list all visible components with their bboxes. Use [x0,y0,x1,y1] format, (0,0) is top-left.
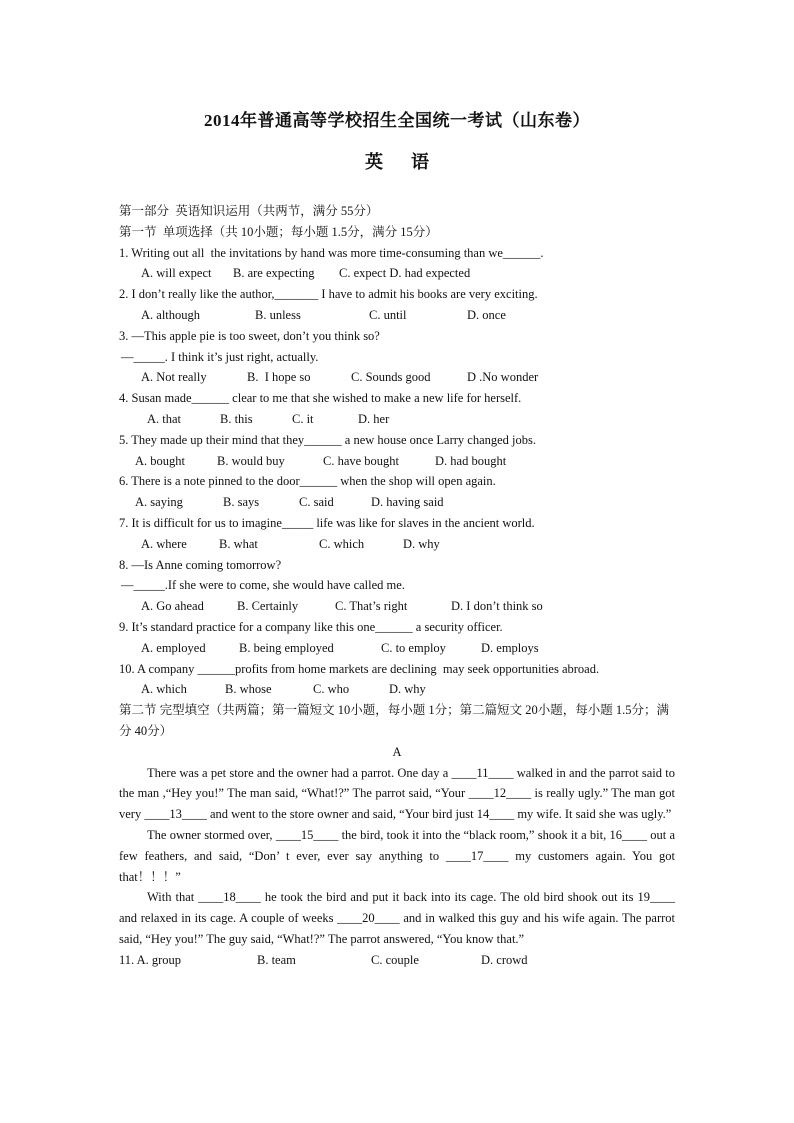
section1-heading: 第一节 单项选择（共 10小题；每小题 1.5分，满分 15分） [119,224,438,239]
option: D. once [467,307,506,322]
question-3-options [119,367,675,388]
passage-paragraph: The owner stormed over, ____15____ the bird, took it into the “black room,” shook it a bit, 16____ out a few feathers, and said, “Don’ t ever, ever say anything to ____17____ my customers again. You got that！！！” [119,827,675,884]
option: D. why [389,682,426,697]
option: C. Sounds good [351,370,431,385]
question-3-reply: —_____. I think it’s just right, actually. [121,349,319,364]
question-11-options [119,950,675,971]
option: A. saying [135,495,183,510]
option: D. crowd [481,952,528,967]
question-1: 1. Writing out all the invitations by hand was more time-consuming than we______. [119,245,544,260]
option: B. says [223,495,260,510]
option: B. I hope so [247,370,311,385]
option: C. couple [371,952,419,967]
option: C. That’s right [335,599,408,614]
option: B. being employed [239,640,334,655]
option: A. where [141,536,187,551]
question-6: 6. There is a note pinned to the door______ when the shop will open again. [119,474,496,489]
option: 11. A. group [119,952,182,967]
question-1-options [119,263,675,284]
option: A. Not really [141,370,207,385]
option: C. said [299,495,334,510]
option: D. having said [371,495,444,510]
option: C. until [369,307,407,322]
option: A. will expect [141,266,212,281]
exam-title: 2014年普通高等学校招生全国统一考试（山东卷） [204,111,590,130]
option: D. had bought [435,453,507,468]
option: A. employed [141,640,206,655]
exam-content [119,201,675,970]
option: D. why [403,536,440,551]
question-2: 2. I don’t really like the author,_______ I have to admit his books are very exciting. [119,287,538,302]
option: D. her [358,411,390,426]
question-5-options [119,451,675,472]
passage-paragraph: There was a pet store and the owner had a parrot. One day a ____11____ walked in and the parrot said to the man ,“Hey you!” The man said, “What!?” The parrot said, “Your ____12____ is really ugly.” The man got very ____13____ and went to the store owner and said, “Your bird just 14____ my wife. It said she was ugly.” [119,765,675,822]
question-7: 7. It is difficult for us to imagine_____ life was like for slaves in the ancient world. [119,515,535,530]
option: C. it [292,411,314,426]
option: B. what [219,536,258,551]
option: B. whose [225,682,272,697]
question-8-options [119,596,675,617]
section2-heading: 第二节 完型填空（共两篇；第一篇短文 10小题，每小题 1分；第二篇短文 20小题，每小题 1.5分；满分 40分） [119,703,670,738]
option: D .No wonder [467,370,539,385]
question-9-options [119,638,675,659]
question-6-options [119,492,675,513]
subject-title: 英语 [365,152,457,172]
option: C. expect D. had expected [339,266,471,281]
question-4: 4. Susan made______ clear to me that she wished to make a new life for herself. [119,391,522,406]
question-4-options [119,409,675,430]
option: B. unless [255,307,301,322]
passage-paragraph: With that ____18____ he took the bird and put it back into its cage. The old bird shook out its 19____ and relaxed in its cage. A couple of weeks ____20____ and in walked this guy and his wife again. The parrot said, “Hey you!” The guy said, “What!?” The parrot answered, “You know that.” [119,890,675,946]
question-3: 3. —This apple pie is too sweet, don’t you think so? [119,328,380,343]
option: C. which [319,536,365,551]
option: C. who [313,682,350,697]
option: A. bought [135,453,185,468]
option: B. team [257,952,296,967]
question-5: 5. They made up their mind that they______ a new house once Larry changed jobs. [119,432,537,447]
option: A. which [141,682,187,697]
question-8: 8. —Is Anne coming tomorrow? [119,557,282,572]
option: B. Certainly [237,599,299,614]
option: A. although [141,307,201,322]
option: C. have bought [323,453,400,468]
option: B. would buy [217,453,285,468]
option: C. to employ [381,640,446,655]
question-9: 9. It’s standard practice for a company like this one______ a security officer. [119,619,503,634]
option: D. I don’t think so [451,599,543,614]
question-10: 10. A company ______profits from home markets are declining may seek opportunities abroad. [119,661,600,676]
question-10-options [119,679,675,700]
option: D. employs [481,640,539,655]
question-7-options [119,534,675,555]
question-2-options [119,305,675,326]
option: A. that [147,411,182,426]
passage-label: A [392,744,402,759]
question-8-reply: —_____.If she were to come, she would have called me. [121,578,405,593]
option: B. are expecting [233,266,315,281]
option: B. this [220,411,253,426]
part1-heading: 第一部分 英语知识运用（共两节，满分 55分） [119,204,379,218]
option: A. Go ahead [141,599,204,614]
